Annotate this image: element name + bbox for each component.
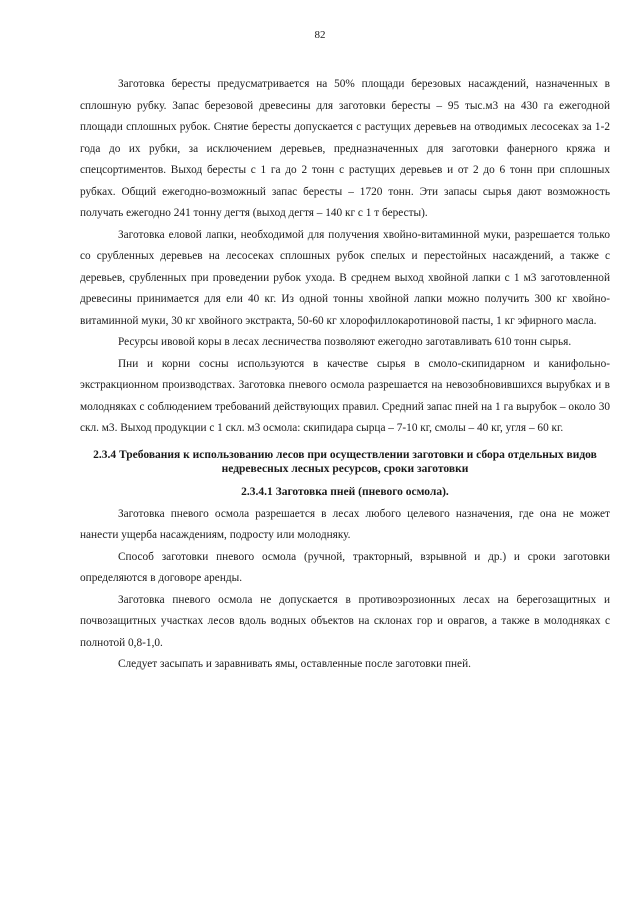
- paragraph-stump-harvest-restrictions: Заготовка пневого осмола не допускается в противоэрозионных лесах на берегозащитных и почвозащитных участках лесов вдоль водных объектов на склонах гор и оврагов, а также в молодняках с полнотой 0,8-1,0.: [80, 593, 610, 649]
- page-content: [80, 74, 610, 676]
- paragraph-willow-bark: Ресурсы ивовой коры в лесах лесничества позволяют ежегодно заготавливать 610 тонн сырья.: [118, 336, 572, 348]
- paragraph-birch-bark: Заготовка бересты предусматривается на 50% площади березовых насаждений, назначенных в сплошную рубку. Запас березовой древесины для заготовки бересты – 95 тыс.м3 на 430 га ежегодной площади сплошных рубок. Снятие бересты допускается с растущих деревьев на отводимых лесосеках за 1-2 года до их рубки, за исключением деревьев, предназначенных для заготовки фанерного кряжа и спецсортиментов. Выход бересты с 1 га до 2 тонн с растущих деревьев и от 2 до 6 тонн при сплошных рубках. Общий ежегодно-возможный запас бересты – 1720 тонн. Эти запасы сырья дают возможность получать ежегодно 241 тонну дегтя (выход дегтя – 140 кг с 1 т бересты).: [80, 78, 610, 219]
- paragraph-pine-stumps: Пни и корни сосны используются в качестве сырья в смоло-скипидарном и канифольно-экстракционном производствах. Заготовка пневого осмола разрешается на невозобновившихся вырубках и в молодняках с соблюдением требований действующих правил. Средний запас пней на 1 га вырубок – около 30 скл. м3. Выход продукции с 1 скл. м3 осмола: скипидара сырца – 7-10 кг, смолы – 40 кг, угля – 60 кг.: [80, 357, 610, 434]
- paragraph-stump-harvest-permission: Заготовка пневого осмола разрешается в лесах любого целевого назначения, где она не может нанести ущерба насаждениям, подросту или молодняку.: [80, 507, 610, 541]
- paragraph-spruce-branches: Заготовка еловой лапки, необходимой для получения хвойно-витаминной муки, разрешается только со срубленных деревьев на лесосеках сплошных рубок спелых и перестойных насаждений, а также с деревьев, срубленных при проведении рубок ухода. В среднем выход хвойной лапки с 1 м3 заготовленной древесины принимается для ели 40 кг. Из одной тонны хвойной лапки можно получить 300 кг хвойно-витаминной муки, 30 кг хвойного экстракта, 50-60 кг хлорофиллокаротиновой пасты, 1 кг эфирного масла.: [80, 228, 610, 327]
- subsection-heading: 2.3.4.1 Заготовка пней (пневого осмола).: [241, 485, 449, 498]
- page-number: 82: [314, 29, 326, 41]
- paragraph-stump-harvest-method: Способ заготовки пневого осмола (ручной, тракторный, взрывной и др.) и сроки заготовки определяются в договоре аренды.: [80, 550, 610, 584]
- paragraph-pit-filling: Следует засыпать и заравнивать ямы, оставленные после заготовки пней.: [118, 658, 471, 670]
- section-heading: 2.3.4 Требования к использованию лесов при осуществлении заготовки и сбора отдельных видов недревесных лесных ресурсов, сроки заготовки: [93, 448, 597, 475]
